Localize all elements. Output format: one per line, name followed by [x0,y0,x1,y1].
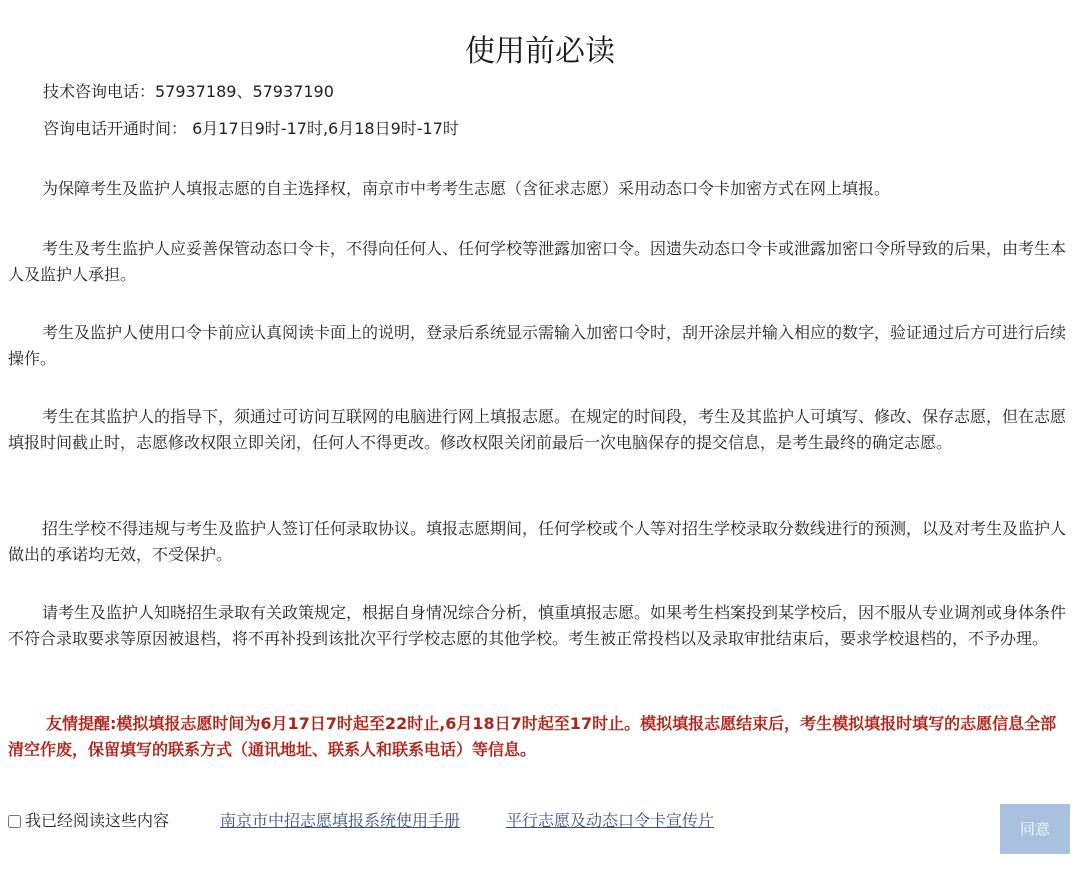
agree-button[interactable]: 同意 [1000,804,1070,854]
friendly-reminder: 友情提醒:模拟填报志愿时间为6月17日7时起至22时止,6月18日7时起至17时止。模拟填报志愿结束后，考生模拟填报时填写的志愿信息全部清空作废，保留填写的联系方式（通讯地址、联系人和联系电话）等信息。 [8,714,1057,759]
user-manual-link[interactable]: 南京市中招志愿填报系统使用手册 [220,811,461,830]
notice-paragraph: 考生在其监护人的指导下，须通过可访问互联网的电脑进行网上填报志愿。在规定的时间段，考生及其监护人可填写、修改、保存志愿，但在志愿填报时间截止时，志愿修改权限立即关闭，任何人不得更改。修改权限关闭前最后一次电脑保存的提交信息，是考生最终的确定志愿。 [8,407,1067,452]
footer-bar [0,790,1080,870]
page-title: 使用前必读 [465,34,615,69]
read-confirm-text: 我已经阅读这些内容 [25,811,170,830]
notice-paragraph: 考生及监护人使用口令卡前应认真阅读卡面上的说明，登录后系统显示需输入加密口令时，刮开涂层并输入相应的数字，验证通过后方可进行后续操作。 [8,323,1067,368]
notice-paragraph: 招生学校不得违规与考生及监护人签订任何录取协议。填报志愿期间，任何学校或个人等对招生学校录取分数线进行的预测，以及对考生及监护人做出的承诺均无效，不受保护。 [8,519,1067,564]
read-confirm-checkbox[interactable] [8,815,21,828]
read-confirm-checkbox-label[interactable] [8,810,169,832]
notice-paragraph: 为保障考生及监护人填报志愿的自主选择权，南京市中考考生志愿（含征求志愿）采用动态口令卡加密方式在网上填报。 [42,179,891,198]
notice-paragraph: 考生及考生监护人应妥善保管动态口令卡，不得向任何人、任何学校等泄露加密口令。因遗失动态口令卡或泄露加密口令所导致的后果，由考生本人及监护人承担。 [8,239,1067,284]
phone-service-hours: 咨询电话开通时间： 6月17日9时-17时,6月18日9时-17时 [43,119,459,138]
tech-support-phone: 技术咨询电话：57937189、57937190 [43,82,334,101]
promo-video-link[interactable]: 平行志愿及动态口令卡宣传片 [506,811,715,830]
notice-paragraph: 请考生及监护人知晓招生录取有关政策规定，根据自身情况综合分析，慎重填报志愿。如果考生档案投到某学校后，因不服从专业调剂或身体条件不符合录取要求等原因被退档，将不再补投到该批次平行学校志愿的其他学校。考生被正常投档以及录取审批结束后，要求学校退档的，不予办理。 [8,603,1067,648]
